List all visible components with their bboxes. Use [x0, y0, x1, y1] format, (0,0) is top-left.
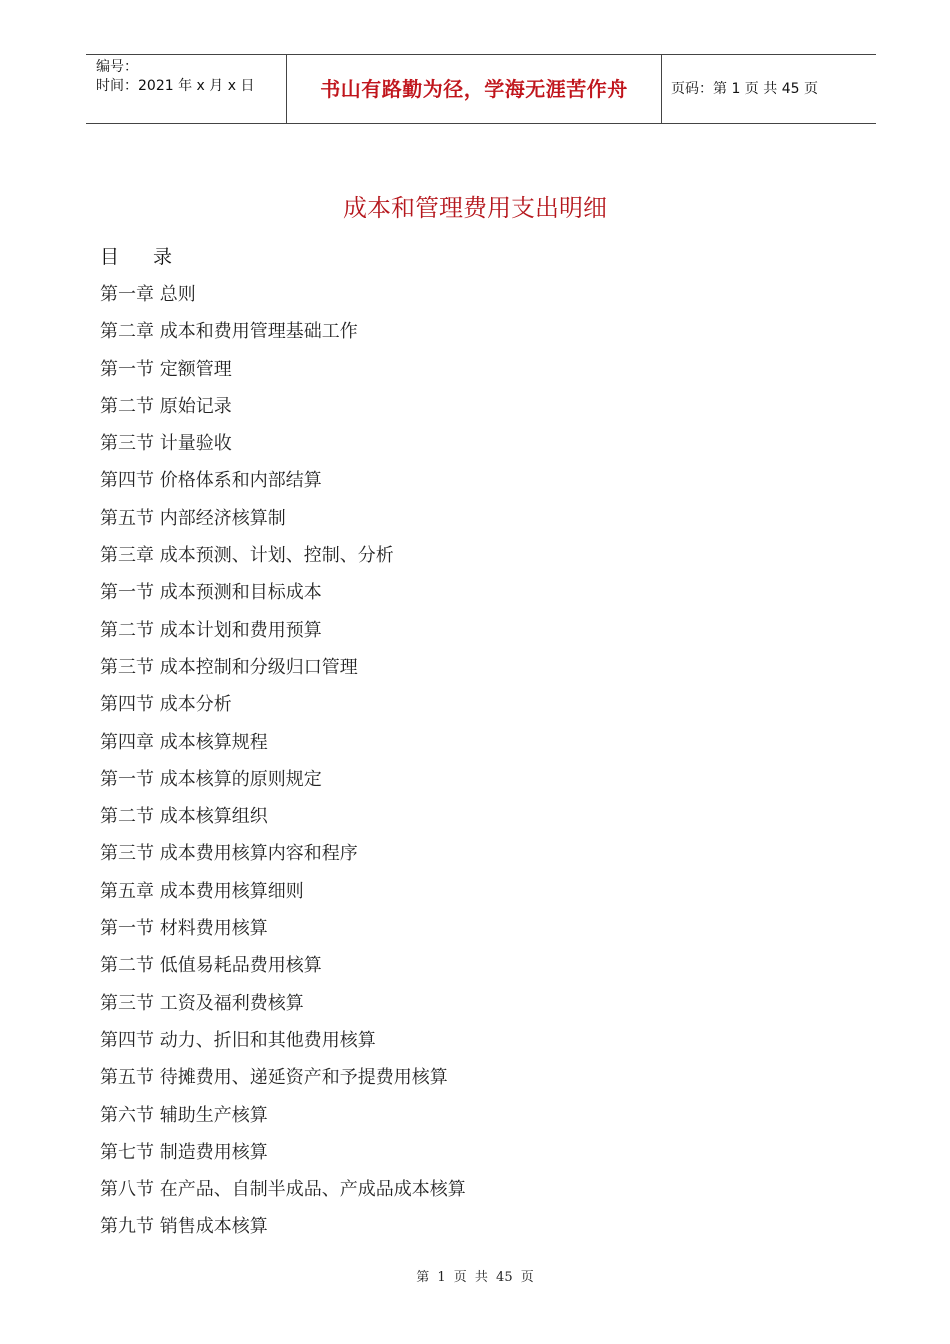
toc-entry[interactable]: 第一节 成本核算的原则规定	[100, 768, 322, 790]
toc-entry[interactable]: 第五节 内部经济核算制	[100, 507, 286, 529]
toc-entry[interactable]: 第五节 待摊费用、递延资产和予提费用核算	[100, 1067, 448, 1089]
toc-entry[interactable]: 第四节 成本分析	[100, 694, 232, 716]
toc-entry[interactable]: 第三节 成本控制和分级归口管理	[100, 656, 358, 678]
page-footer: 第 1 页 共 45 页	[416, 1270, 534, 1285]
toc-entry[interactable]: 第一节 成本预测和目标成本	[100, 582, 322, 604]
document-title: 成本和管理费用支出明细	[343, 194, 607, 222]
header-meta-cell	[86, 55, 286, 123]
header-page-info: 页码：第 1 页 共 45 页	[671, 81, 818, 97]
page-header	[86, 54, 876, 124]
table-of-contents	[100, 282, 466, 1252]
toc-entry[interactable]: 第一节 定额管理	[100, 358, 232, 380]
document-number-label: 编号：	[96, 59, 138, 75]
toc-entry[interactable]: 第一章 总则	[100, 284, 196, 305]
toc-entry[interactable]: 第八节 在产品、自制半成品、产成品成本核算	[100, 1179, 466, 1201]
toc-entry[interactable]: 第三章 成本预测、计划、控制、分析	[100, 545, 394, 567]
header-motto: 书山有路勤为径，学海无涯苦作舟	[320, 77, 628, 101]
toc-entry[interactable]: 第二节 原始记录	[100, 395, 232, 417]
toc-entry[interactable]: 第一节 材料费用核算	[100, 918, 268, 940]
toc-entry[interactable]: 第三节 工资及福利费核算	[100, 992, 304, 1014]
document-time-label: 时间：2021 年 x 月 x 日	[96, 78, 255, 94]
toc-entry[interactable]: 第七节 制造费用核算	[100, 1141, 268, 1163]
toc-entry[interactable]: 第六节 辅助生产核算	[100, 1104, 268, 1126]
header-motto-cell	[286, 55, 662, 123]
toc-entry[interactable]: 第二节 低值易耗品费用核算	[100, 955, 322, 977]
toc-heading: 目 录	[100, 246, 174, 268]
toc-entry[interactable]: 第四节 动力、折旧和其他费用核算	[100, 1029, 376, 1051]
toc-entry[interactable]: 第四章 成本核算规程	[100, 731, 268, 753]
toc-entry[interactable]: 第三节 计量验收	[100, 433, 232, 455]
toc-entry[interactable]: 第二章 成本和费用管理基础工作	[100, 321, 358, 343]
toc-entry[interactable]: 第二节 成本核算组织	[100, 806, 268, 828]
toc-entry[interactable]: 第二节 成本计划和费用预算	[100, 619, 322, 641]
toc-entry[interactable]: 第三节 成本费用核算内容和程序	[100, 843, 358, 865]
toc-entry[interactable]: 第五章 成本费用核算细则	[100, 880, 304, 902]
toc-entry[interactable]: 第九节 销售成本核算	[100, 1216, 268, 1238]
toc-entry[interactable]: 第四节 价格体系和内部结算	[100, 470, 322, 492]
header-page-cell	[661, 55, 876, 123]
